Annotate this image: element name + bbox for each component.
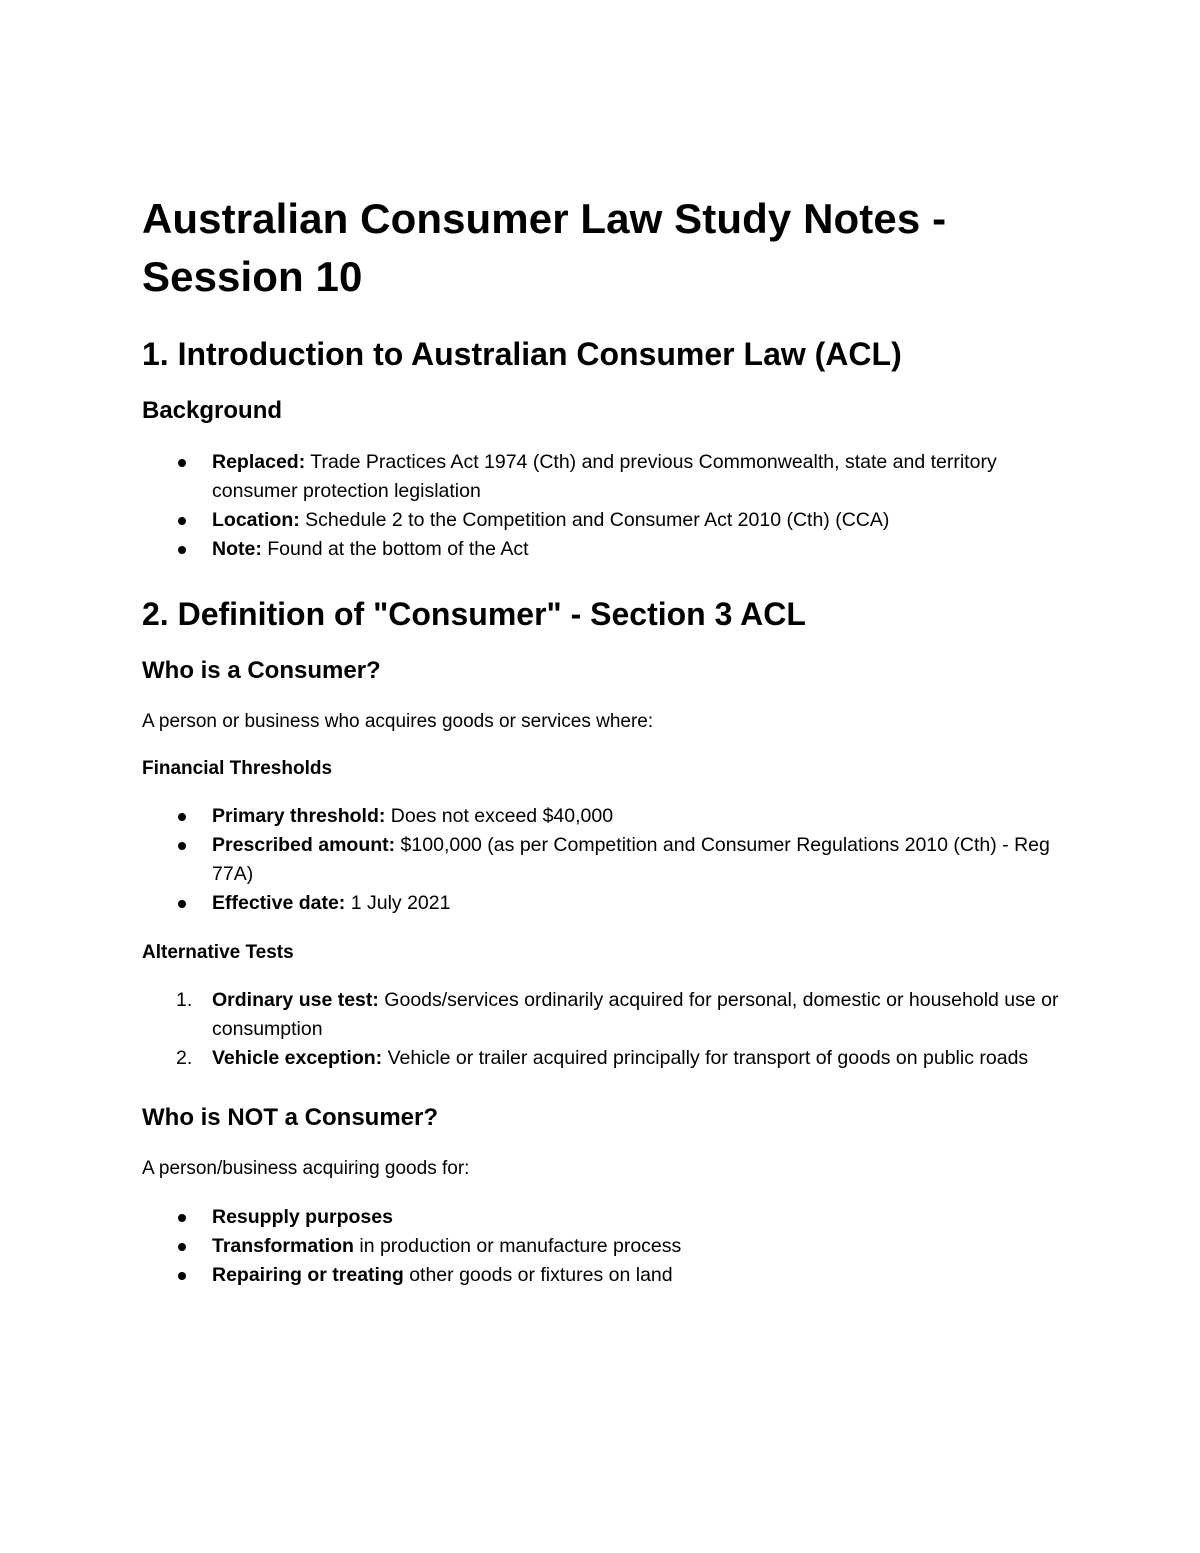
bullet-icon xyxy=(178,842,186,850)
list-number: 2. xyxy=(176,1047,193,1069)
who-is-not-consumer-heading: Who is NOT a Consumer? xyxy=(142,1104,439,1131)
item-label: Transformation xyxy=(212,1235,354,1257)
item-text: Vehicle or trailer acquired principally for transport of goods on public roads xyxy=(382,1047,1029,1069)
item-text: 1 July 2021 xyxy=(345,892,451,914)
financial-thresholds-heading: Financial Thresholds xyxy=(142,758,333,779)
bullet-icon xyxy=(178,813,186,821)
list-item xyxy=(142,1044,1080,1073)
section-2-heading: 2. Definition of "Consumer" - Section 3 ACL xyxy=(142,596,806,632)
item-text: $100,000 (as per Competition and Consumer Regulations 2010 (Cth) - Reg 77A) xyxy=(212,834,1050,885)
item-label: Note: xyxy=(212,538,262,560)
item-text: Trade Practices Act 1974 (Cth) and previous Commonwealth, state and territory consumer protection legislation xyxy=(212,451,997,502)
document-title: Australian Consumer Law Study Notes - Session 10 xyxy=(142,195,947,300)
list-item xyxy=(142,889,1080,918)
item-label: Replaced: xyxy=(212,451,306,473)
item-label: Primary threshold: xyxy=(212,805,386,827)
background-list xyxy=(142,448,1080,564)
list-item xyxy=(142,448,1080,506)
list-item xyxy=(142,1232,1080,1261)
item-text: Schedule 2 to the Competition and Consumer Act 2010 (Cth) (CCA) xyxy=(299,509,890,531)
bullet-icon xyxy=(178,1243,186,1251)
background-heading: Background xyxy=(142,397,283,424)
thresholds-list xyxy=(142,802,1080,918)
bullet-icon xyxy=(178,517,186,525)
item-label: Prescribed amount: xyxy=(212,834,396,856)
item-label: Location: xyxy=(212,509,300,531)
list-item xyxy=(142,986,1080,1044)
item-text: other goods or fixtures on land xyxy=(403,1264,673,1286)
item-text: Found at the bottom of the Act xyxy=(261,538,529,560)
bullet-icon xyxy=(178,1272,186,1280)
bullet-icon xyxy=(178,900,186,908)
item-label: Vehicle exception: xyxy=(212,1047,383,1069)
who-is-consumer-heading: Who is a Consumer? xyxy=(142,657,381,684)
list-item xyxy=(142,1203,1080,1232)
alternative-tests-heading: Alternative Tests xyxy=(142,942,294,963)
who-is-not-consumer-intro: A person/business acquiring goods for: xyxy=(142,1158,470,1179)
bullet-icon xyxy=(178,546,186,554)
bullet-icon xyxy=(178,1214,186,1222)
list-item xyxy=(142,506,1080,535)
item-label: Ordinary use test: xyxy=(212,989,379,1011)
alternative-tests-list xyxy=(142,986,1080,1073)
bullet-icon xyxy=(178,459,186,467)
item-label: Repairing or treating xyxy=(212,1264,404,1286)
section-1-heading: 1. Introduction to Australian Consumer Law (ACL) xyxy=(142,336,902,372)
not-consumer-list xyxy=(142,1203,1080,1290)
list-item xyxy=(142,802,1080,831)
who-is-consumer-intro: A person or business who acquires goods or services where: xyxy=(142,711,654,732)
list-number: 1. xyxy=(176,989,193,1011)
item-text: in production or manufacture process xyxy=(353,1235,682,1257)
item-text: Goods/services ordinarily acquired for personal, domestic or household use or consumption xyxy=(212,989,1059,1040)
list-item xyxy=(142,535,1080,564)
list-item xyxy=(142,1261,1080,1290)
item-label: Effective date: xyxy=(212,892,346,914)
list-item xyxy=(142,831,1080,889)
item-label: Resupply purposes xyxy=(212,1206,393,1228)
item-text: Does not exceed $40,000 xyxy=(385,805,614,827)
